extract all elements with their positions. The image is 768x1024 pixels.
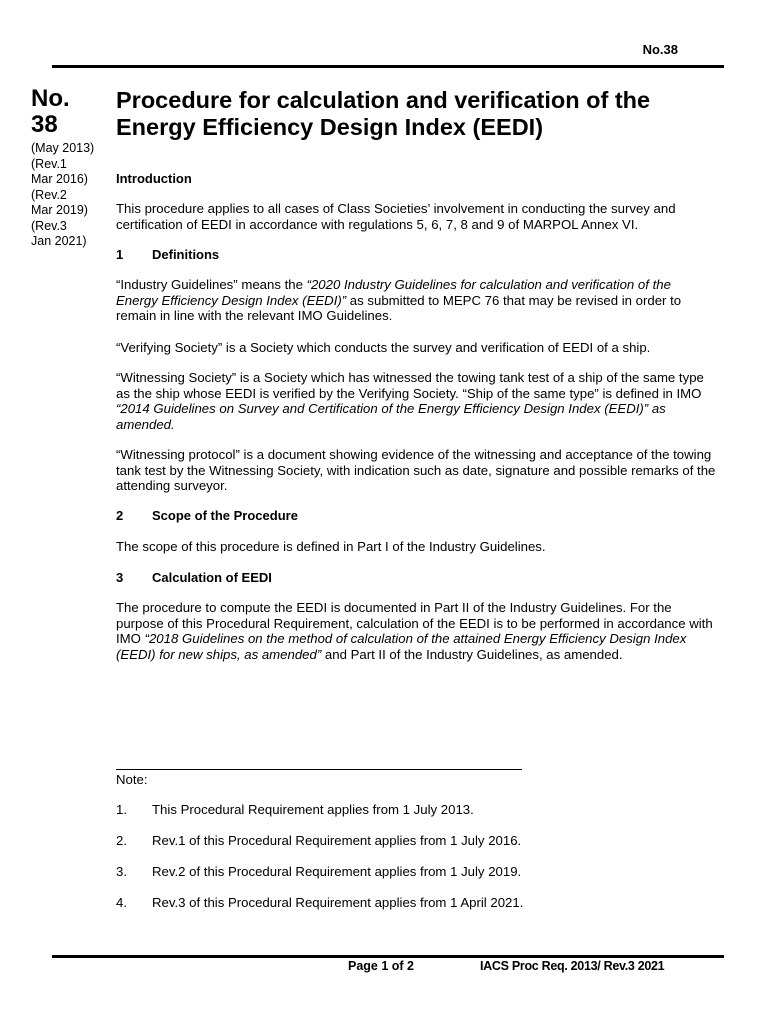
note-item (116, 864, 521, 879)
note-item (116, 895, 523, 910)
intro-text: This procedure applies to all cases of Class Societies’ involvement in conducting the survey and certification of EEDI in accordance with regulations 5, 6, 7, 8 and 9 of MARPOL Annex VI. (116, 201, 676, 232)
note-item-text: This Procedural Requirement applies from 1 July 2013. (152, 802, 474, 817)
revision-line: (Rev.1 (31, 156, 67, 171)
header-number: No.38 (642, 42, 678, 57)
section-title: Definitions (152, 247, 220, 262)
revision-line: (May 2013) (31, 141, 95, 155)
footer-rule (52, 955, 724, 958)
note-item-number: 4. (116, 895, 127, 910)
note-item (116, 802, 474, 817)
revision-line: (Rev.2 (31, 187, 67, 202)
italic-run: “2018 Guidelines on the method of calculation of the attained Energy Efficiency Design Index (EEDI) for new ships, as amended” (116, 631, 687, 662)
revision-line: Mar 2019) (31, 203, 88, 217)
page-indicator: Page 1 of 2 (348, 959, 414, 973)
italic-run: “2020 Industry Guidelines for calculation and verification of the Energy Efficiency Design Index (EEDI)” (116, 277, 671, 308)
note-item-text: Rev.1 of this Procedural Requirement applies from 1 July 2016. (152, 833, 522, 848)
text-run: “Industry Guidelines” means the (116, 277, 307, 292)
note-item (116, 833, 521, 848)
section-3-heading (116, 570, 716, 586)
section-1-heading (116, 247, 716, 263)
header-rule (52, 65, 724, 68)
revision-line: Mar 2016) (31, 172, 88, 186)
side-number-block (31, 86, 111, 138)
note-item-number: 3. (116, 864, 127, 879)
section-number: 1 (116, 247, 124, 262)
note-item-text: Rev.2 of this Procedural Requirement applies from 1 July 2019. (152, 864, 522, 879)
section-number: 3 (116, 570, 124, 585)
definition-verifying-society: “Verifying Society” is a Society which conducts the survey and verification of EEDI of a ship. (116, 340, 651, 355)
section-title: Calculation of EEDI (152, 570, 272, 585)
text-run: The procedure to compute the EEDI is documented in Part II of the Industry Guidelines. For the purpose of this Procedural Requirement, calculation of the EEDI is to be performed in accordance with IMO (116, 600, 713, 647)
section-number: 2 (116, 508, 124, 523)
intro-heading: Introduction (116, 171, 192, 186)
revision-history (31, 141, 111, 250)
side-no-label: No. (31, 85, 70, 112)
note-item-text: Rev.3 of this Procedural Requirement applies from 1 April 2021. (152, 895, 524, 910)
section-2-text: The scope of this procedure is defined in Part I of the Industry Guidelines. (116, 539, 546, 554)
text-run: as submitted to MEPC 76 that may be revised in order to remain in line with the relevant IMO Guidelines. (116, 292, 682, 324)
definition-witnessing-society (116, 370, 716, 432)
italic-run: “2014 Guidelines on Survey and Certification of the Energy Efficiency Design Index (EEDI)” as amended. (116, 401, 666, 432)
section-title: Scope of the Procedure (152, 508, 298, 523)
revision-line: (Rev.3 (31, 218, 67, 233)
revision-line: Jan 2021) (31, 234, 87, 248)
text-run: “Witnessing Society” is a Society which has witnessed the towing tank test of a ship of the same type as the ship whose EEDI is verified by the Verifying Society. “Ship of the same type” is defined in IMO (116, 370, 704, 401)
note-label: Note: (116, 772, 148, 787)
section-3-text (116, 600, 716, 662)
section-2-heading (116, 508, 716, 524)
text-run: and Part II of the Industry Guidelines, as amended. (321, 646, 623, 662)
note-divider (116, 769, 522, 770)
note-item-number: 1. (116, 802, 127, 817)
side-no-value: 38 (31, 111, 58, 138)
document-title: Procedure for calculation and verification of the Energy Efficiency Design Index (EEDI) (116, 87, 651, 140)
note-item-number: 2. (116, 833, 127, 848)
document-reference: IACS Proc Req. 2013/ Rev.3 2021 (480, 959, 665, 973)
definition-witnessing-protocol: “Witnessing protocol” is a document showing evidence of the witnessing and acceptance of the towing tank test by the Witnessing Society, with indication such as date, signature and possible remarks of the attending surveyor. (116, 447, 716, 494)
definition-industry-guidelines (116, 277, 716, 324)
